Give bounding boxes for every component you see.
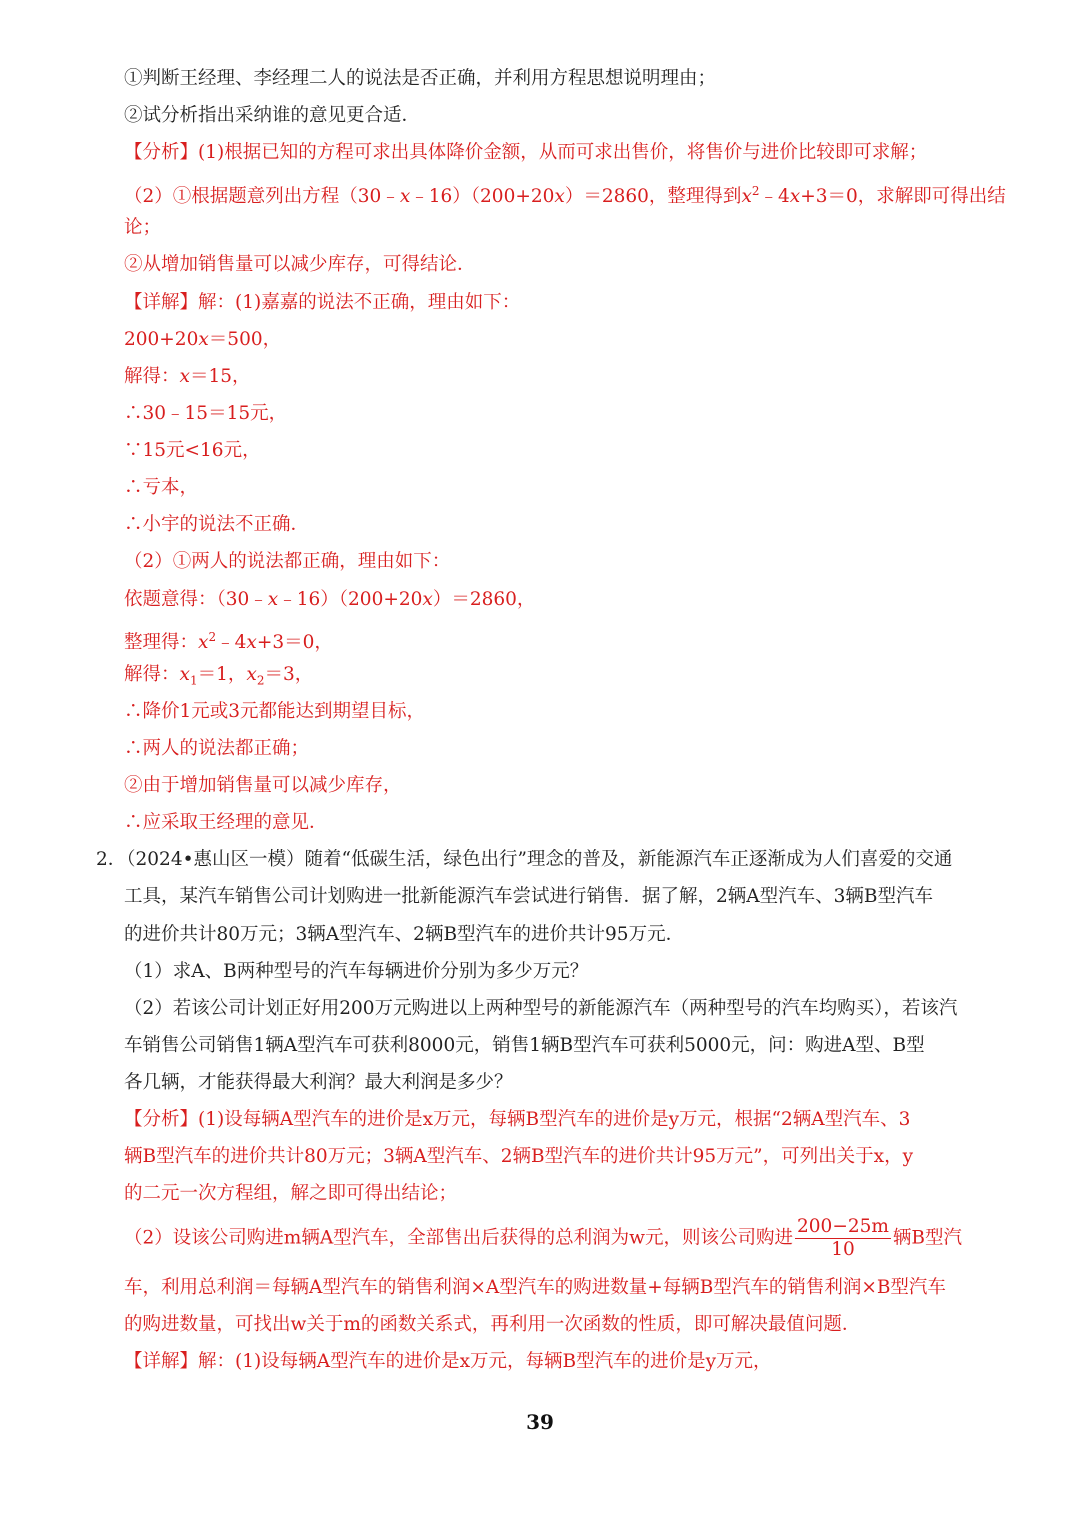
analysis-2-line: 的购进数量，可找出w关于m的函数关系式，再利用一次函数的性质，即可解决最值问题． bbox=[124, 1314, 861, 1335]
question-part-1: ①判断王经理、李经理二人的说法是否正确，并利用方程思想说明理由； bbox=[124, 68, 717, 89]
question-2-stem-cont: 工具，某汽车销售公司计划购进一批新能源汽车尝试进行销售．据了解，2辆A型汽车、3辆B型汽车 bbox=[124, 886, 933, 907]
solution-line: 解得：$x_1=1$，$x_2=3$， bbox=[124, 664, 314, 688]
analysis-2-heading: 【分析】(1)设每辆A型汽车的进价是x万元，每辆B型汽车的进价是y万元，根据“2辆A型汽车、3 bbox=[124, 1109, 911, 1130]
solution-line: ∴小宇的说法不正确． bbox=[124, 514, 310, 535]
analysis-2-line: 的二元一次方程组，解之即可得出结论； bbox=[124, 1183, 458, 1204]
analysis-step-3: ②从增加销售量可以减少库存，可得结论． bbox=[124, 254, 476, 275]
question-2-part-2-cont: 各几辆，才能获得最大利润？最大利润是多少？ bbox=[124, 1072, 513, 1093]
solution-line: ∵15元<16元， bbox=[124, 440, 261, 461]
solution-line: ②由于增加销售量可以减少库存， bbox=[124, 775, 402, 796]
question-2-stem: 2．（2024•惠山区一模）随着“低碳生活，绿色出行”理念的普及，新能源汽车正逐渐成为人们喜爱的交通 bbox=[96, 849, 953, 870]
solution-line: ∴30﹣15＝15元， bbox=[124, 403, 288, 424]
solution-line: 200+20x＝500， bbox=[124, 329, 282, 350]
solution-line: ∴两人的说法都正确； bbox=[124, 738, 310, 759]
solution-line: ∴应采取王经理的意见． bbox=[124, 812, 328, 833]
analysis-step-2-cont: 论； bbox=[124, 217, 162, 238]
question-2-part-1: （1）求A、B两种型号的汽车每辆进价分别为多少万元？ bbox=[124, 961, 589, 982]
question-2-stem-cont: 的进价共计80万元；3辆A型汽车、2辆B型汽车的进价共计95万元． bbox=[124, 924, 685, 945]
solution-line: 解得：x＝15， bbox=[124, 366, 251, 387]
question-2-part-2-cont: 车销售公司销售1辆A型汽车可获利8000元，销售1辆B型汽车可获利5000元，问：购进A型、B型 bbox=[124, 1035, 925, 1056]
solution-heading: 【详解】解：(1)嘉嘉的说法不正确，理由如下： bbox=[124, 292, 521, 313]
analysis-step-2: （2）①根据题意列出方程（30﹣x﹣16）（200+20x）＝2860，整理得到$x^2﹣4x+3=0$，求解即可得出结 bbox=[124, 184, 1006, 208]
solution-line: ∴亏本， bbox=[124, 477, 199, 498]
question-part-2: ②试分析指出采纳谁的意见更合适． bbox=[124, 105, 421, 126]
solution-2-heading: 【详解】解：(1)设每辆A型汽车的进价是x万元，每辆B型汽车的进价是y万元， bbox=[124, 1351, 772, 1372]
solution-line: 整理得：$x^2﹣4x+3=0$， bbox=[124, 630, 333, 654]
analysis-heading: 【分析】(1)根据已知的方程可求出具体降价金额，从而可求出售价，将售价与进价比较即可求解； bbox=[124, 142, 928, 163]
solution-line: 依题意得：（30﹣x﹣16）（200+20x）＝2860， bbox=[124, 589, 536, 610]
question-2-part-2: （2）若该公司计划正好用200万元购进以上两种型号的新能源汽车（两种型号的汽车均购买），若该汽 bbox=[124, 998, 958, 1019]
solution-line: ∴降价1元或3元都能达到期望目标， bbox=[124, 701, 426, 722]
analysis-2-line: 辆B型汽车的进价共计80万元；3辆A型汽车、2辆B型汽车的进价共计95万元”，可列出关于x，y bbox=[124, 1146, 914, 1167]
analysis-2-line-fraction: （2）设该公司购进m辆A型汽车，全部售出后获得的总利润为w元，则该公司购进 $\frac{200-25m}{10}$ 辆B型汽 bbox=[124, 1216, 963, 1260]
page-number: 39 bbox=[526, 1410, 554, 1434]
solution-line: （2）①两人的说法都正确，理由如下： bbox=[124, 551, 451, 572]
analysis-2-line: 车，利用总利润＝每辆A型汽车的销售利润×A型汽车的购进数量+每辆B型汽车的销售利润×B型汽车 bbox=[124, 1277, 946, 1298]
fraction: $\frac{200-25m}{10}$ bbox=[797, 1216, 889, 1260]
